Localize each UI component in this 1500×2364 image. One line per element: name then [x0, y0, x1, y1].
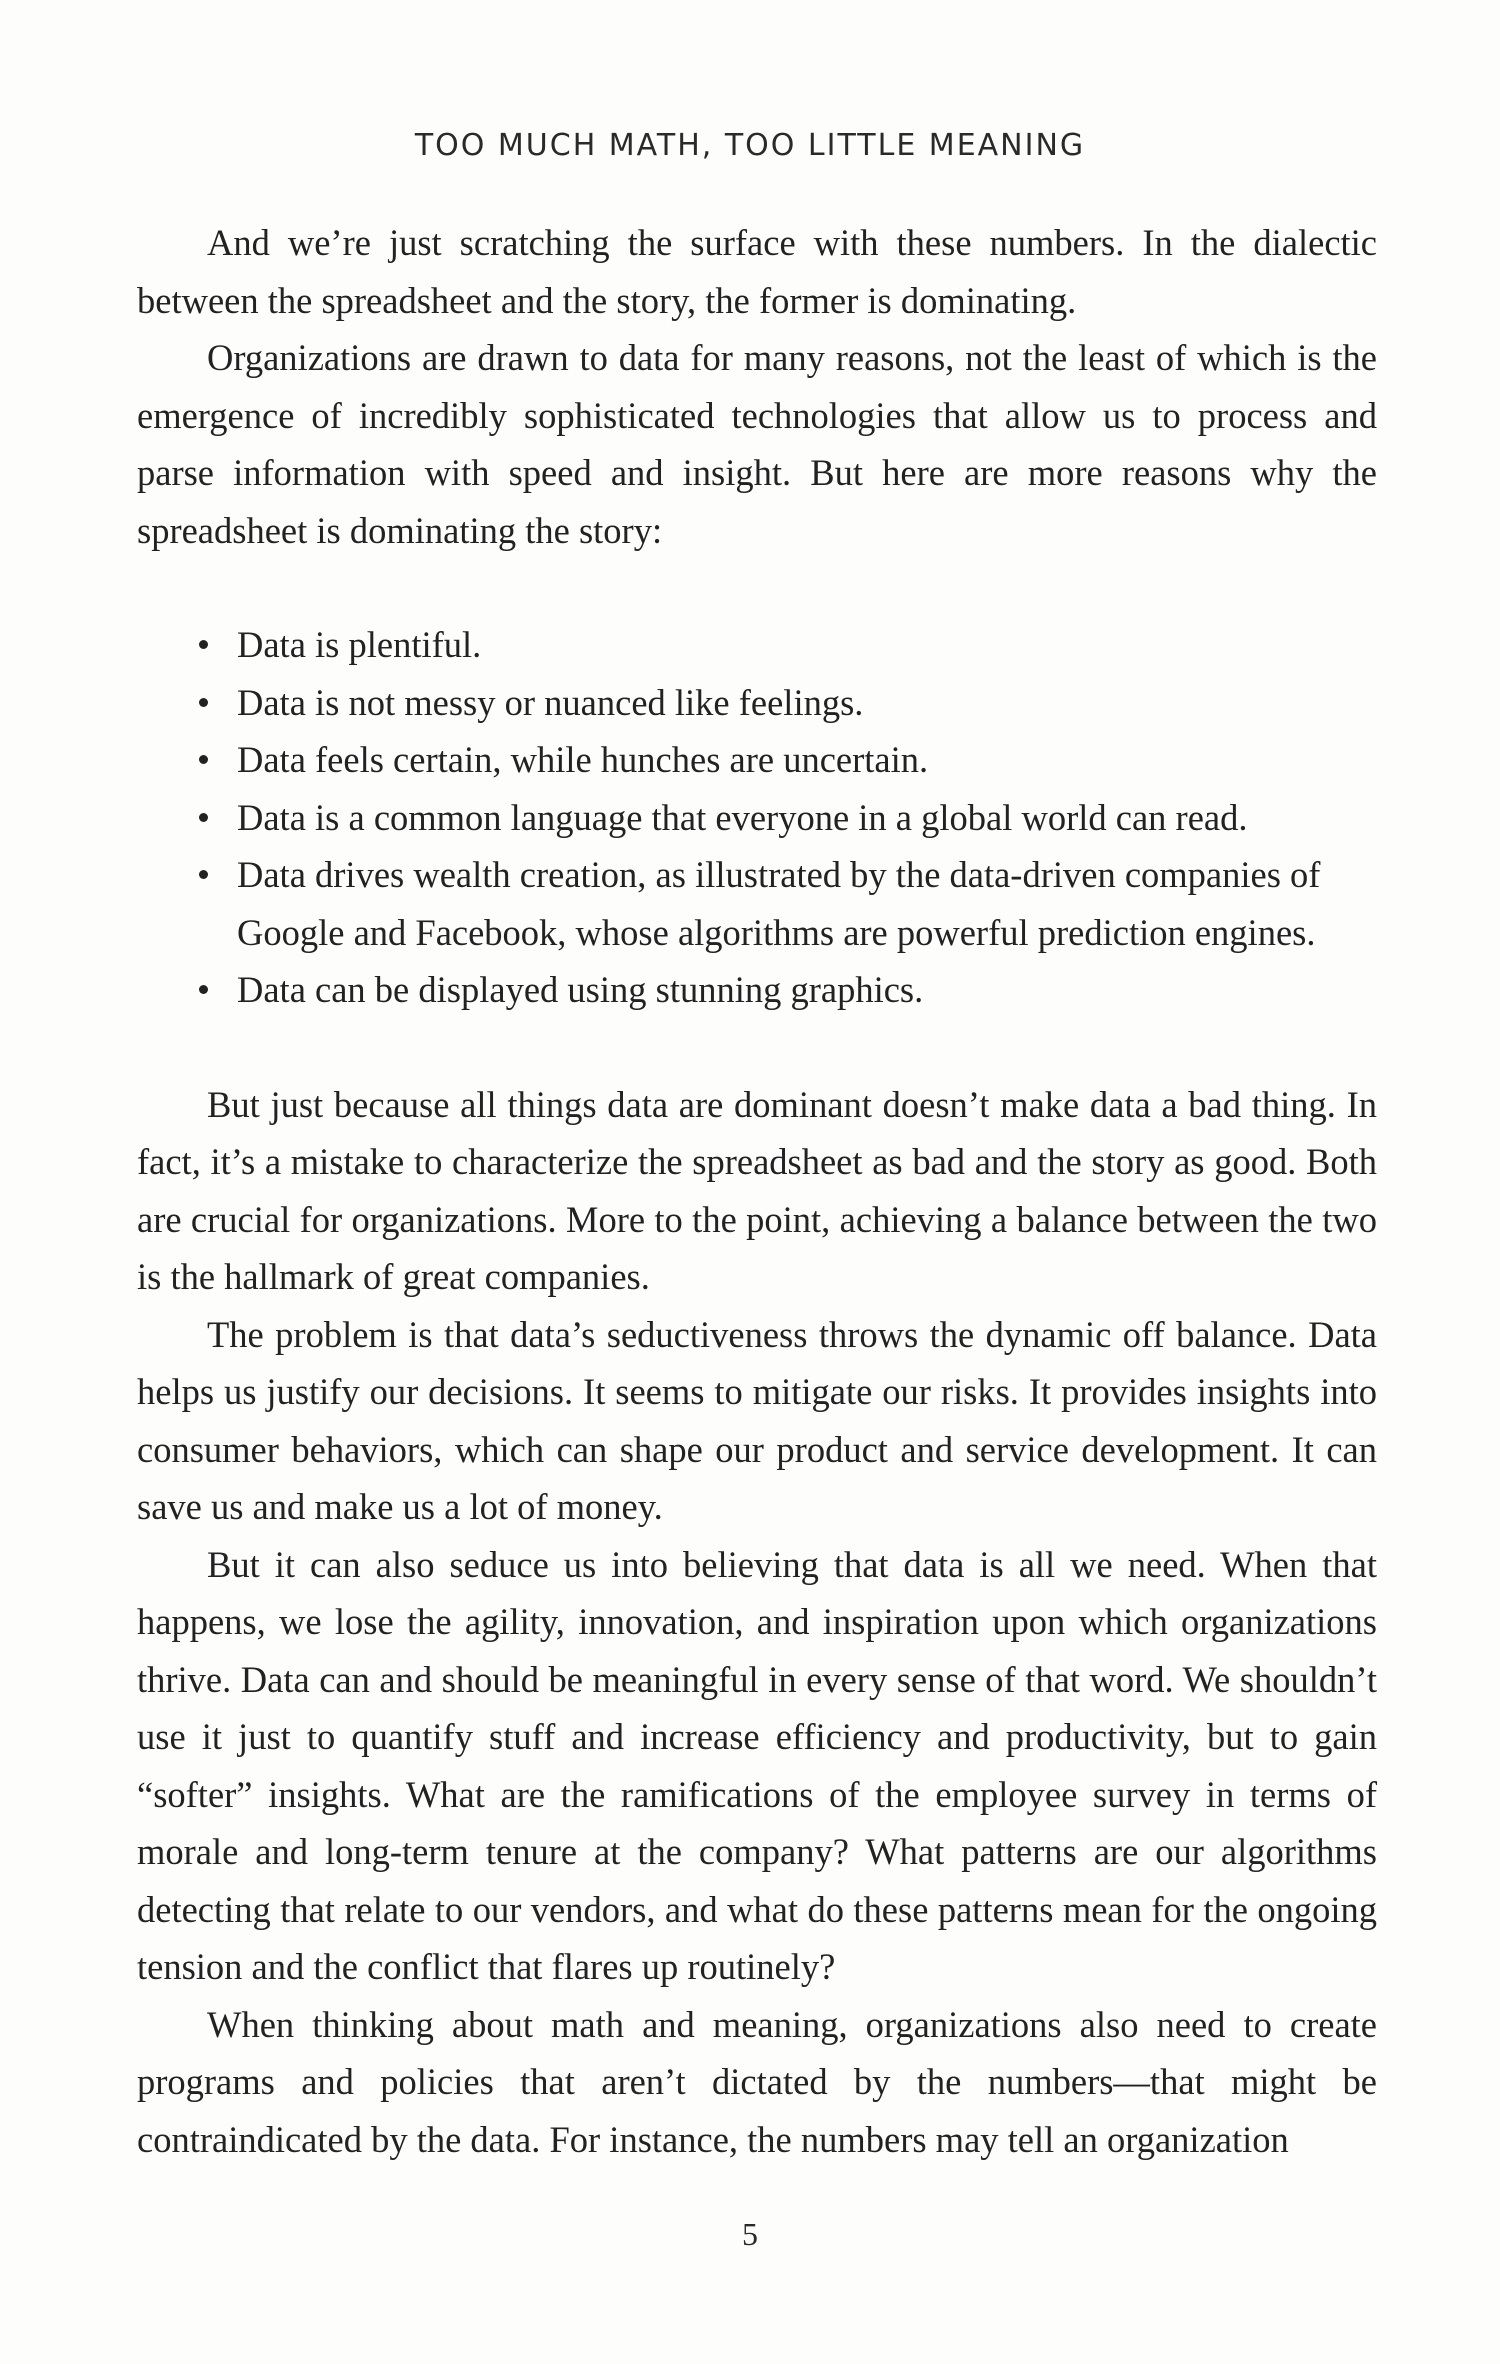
- bullet-dot-icon: [199, 755, 208, 764]
- body-paragraph: The problem is that data’s seductiveness throws the dynamic off balance. Data helps us justify our decisions. It seems to mitigate our risks. It provides insights into consumer behaviors, which can shape our product and service development. It can save us and make us a lot of money.: [137, 1313, 1377, 1527]
- bullet-item-text: Data is a common language that everyone in a global world can read.: [237, 796, 1248, 838]
- bullet-item-text: Data is plentiful.: [237, 624, 482, 665]
- bullet-item-text: Data drives wealth creation, as illustrated by the data-driven companies of Google and Facebook, whose algorithms are powerful prediction engines.: [237, 854, 1321, 953]
- bullet-dot-icon: [199, 698, 208, 707]
- body-paragraph: But it can also seduce us into believing that data is all we need. When that happens, we lose the agility, innovation, and inspiration upon which organizations thrive. Data can and should be meaningful in every sense of that word. We shouldn’t use it just to quantify stuff and increase efficiency and productivity, but to gain “softer” insights. What are the ramifications of the employee survey in terms of morale and long-term tenure at the company? What patterns are our algorithms detecting that relate to our vendors, and what do these patterns mean for the ongoing tension and the conflict that flares up routinely?: [137, 1543, 1377, 1987]
- bullet-dot-icon: [199, 985, 208, 994]
- bullet-item-text: Data can be displayed using stunning graphics.: [237, 969, 924, 1010]
- bullet-item-text: Data feels certain, while hunches are uncertain.: [237, 739, 929, 780]
- running-head: TOO MUCH MATH, TOO LITTLE MEANING: [414, 128, 1086, 163]
- page-number: 5: [742, 2216, 758, 2252]
- bullet-item: [199, 846, 1377, 961]
- body-paragraph: And we’re just scratching the surface with these numbers. In the dialectic between the spreadsheet and the story, the former is dominating.: [137, 222, 1377, 321]
- bullet-item: [199, 674, 1377, 732]
- body-paragraph: But just because all things data are dominant doesn’t make data a bad thing. In fact, it’s a mistake to characterize the spreadsheet as bad and the story as good. Both are crucial for organizations. More to the point, achieving a balance between the two is the hallmark of great companies.: [137, 1083, 1377, 1297]
- bullet-dot-icon: [199, 870, 208, 879]
- body-paragraph: Organizations are drawn to data for many reasons, not the least of which is the emergence of incredibly sophisticated technologies that allow us to process and parse information with speed and insight. But here are more reasons why the spreadsheet is dominating the story:: [137, 337, 1377, 551]
- bullet-item: [199, 616, 1377, 674]
- bullet-dot-icon: [199, 640, 208, 649]
- bullet-item: [199, 961, 1377, 1019]
- body-paragraph: When thinking about math and meaning, organizations also need to create programs and policies that aren’t dictated by the numbers—that might be contraindicated by the data. For instance, the numbers may tell an organization: [137, 2003, 1377, 2160]
- bullet-item-text: Data is not messy or nuanced like feelings.: [237, 681, 864, 723]
- bullet-item: [199, 731, 1377, 789]
- bullet-list: [137, 616, 1377, 1019]
- bullet-dot-icon: [199, 813, 208, 822]
- page-body: [137, 214, 1377, 2168]
- bullet-item: [199, 789, 1377, 847]
